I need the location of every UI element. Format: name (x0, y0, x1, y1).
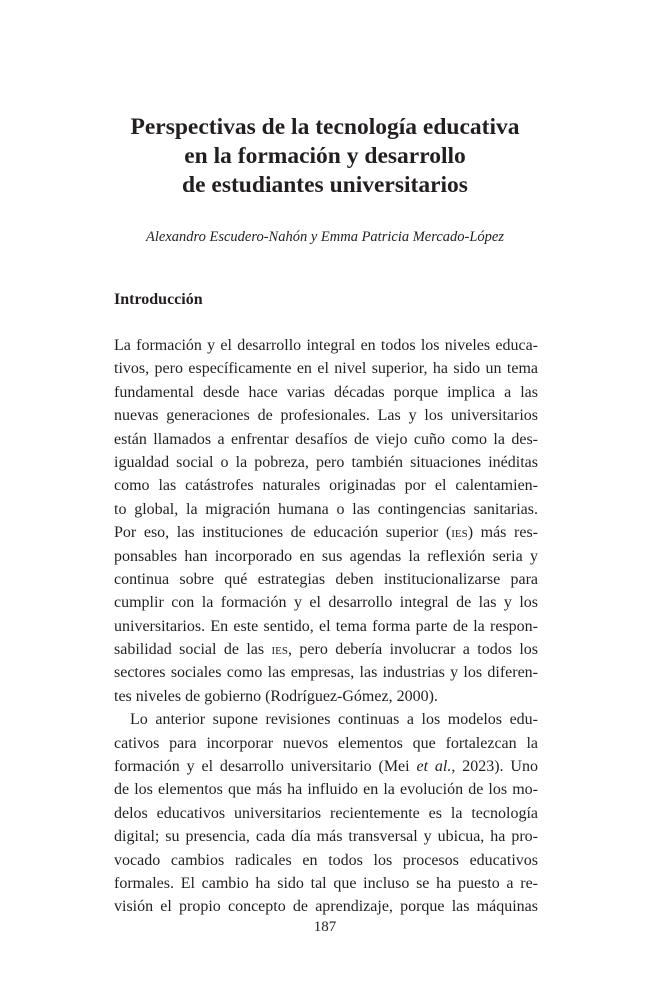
text-line: están llamados a enfrentar desafíos de viejo cuño como la des- (114, 430, 538, 448)
text-line: formales. El cambio ha sido tal que incluso se ha puesto a re- (114, 874, 538, 892)
text-line: tes niveles de gobierno (Rodríguez-Gómez, 2000). (114, 687, 438, 705)
text-line: tivos, pero específicamente en el nivel superior, ha sido un tema (114, 360, 538, 378)
chapter-title-line: Perspectivas de la tecnología educativa (130, 114, 520, 140)
text-line: de los elementos que más ha influido en la evolución de los mo- (114, 781, 538, 799)
text-line: digital; su presencia, cada día más transversal y ubicua, ha pro- (114, 828, 538, 846)
text-line: formación y el desarrollo universitario (Mei et al., 2023). Uno (114, 758, 538, 776)
text-line: sabilidad social de las ies, pero debería involucrar a todos los (114, 641, 538, 659)
text-line: delos educativos universitarios recientemente es la tecnología (114, 804, 538, 822)
text-line: Lo anterior supone revisiones continuas a los modelos edu- (130, 711, 538, 729)
text-line: visión el propio concepto de aprendizaje, porque las máquinas (114, 898, 538, 916)
text-line: fundamental desde hace varias décadas porque implica a las (114, 383, 538, 401)
text-line: universitarios. En este sentido, el tema forma parte de la respon- (114, 617, 538, 635)
paragraph-2 (114, 708, 538, 919)
text-line: cumplir con la formación y el desarrollo integral de las y los (114, 594, 538, 612)
text-line: Por eso, las instituciones de educación superior (ies) más res- (114, 524, 538, 542)
chapter-title-line: en la formación y desarrollo (184, 143, 466, 169)
acronym-ies: ies (271, 641, 288, 659)
text-line: to global, la migración humana o las contingencias sanitarias. (114, 500, 538, 518)
section-heading: Introducción (114, 291, 203, 308)
text-line: sectores sociales como las empresas, las industrias y los diferen- (114, 664, 538, 682)
text-line: ponsables han incorporado en sus agendas la reflexión seria y (114, 547, 538, 565)
chapter-title-line: de estudiantes universitarios (182, 172, 468, 198)
et-al-italic: et al. (416, 758, 452, 776)
text-line: continua sobre qué estrategias deben institucionalizarse para (114, 570, 538, 588)
text-line: cativos para incorporar nuevos elementos que fortalezcan la (114, 734, 538, 752)
text-line: La formación y el desarrollo integral en todos los niveles educa- (114, 337, 538, 354)
text-line: igualdad social o la pobreza, pero también situaciones inéditas (114, 453, 538, 471)
text-line: como las catástrofes naturales originadas por el calentamien- (114, 477, 538, 495)
text-line: vocado cambios radicales en todos los procesos educativos (114, 851, 538, 869)
paragraph-1 (114, 334, 538, 708)
text-line: nuevas generaciones de profesionales. Las y los universitarios (114, 407, 538, 425)
acronym-ies: ies (451, 524, 468, 542)
chapter-authors: Alexandro Escudero-Nahón y Emma Patricia Mercado-López (146, 229, 504, 245)
chapter-title (100, 113, 550, 200)
page-number: 187 (313, 919, 337, 935)
body-text (114, 334, 538, 919)
